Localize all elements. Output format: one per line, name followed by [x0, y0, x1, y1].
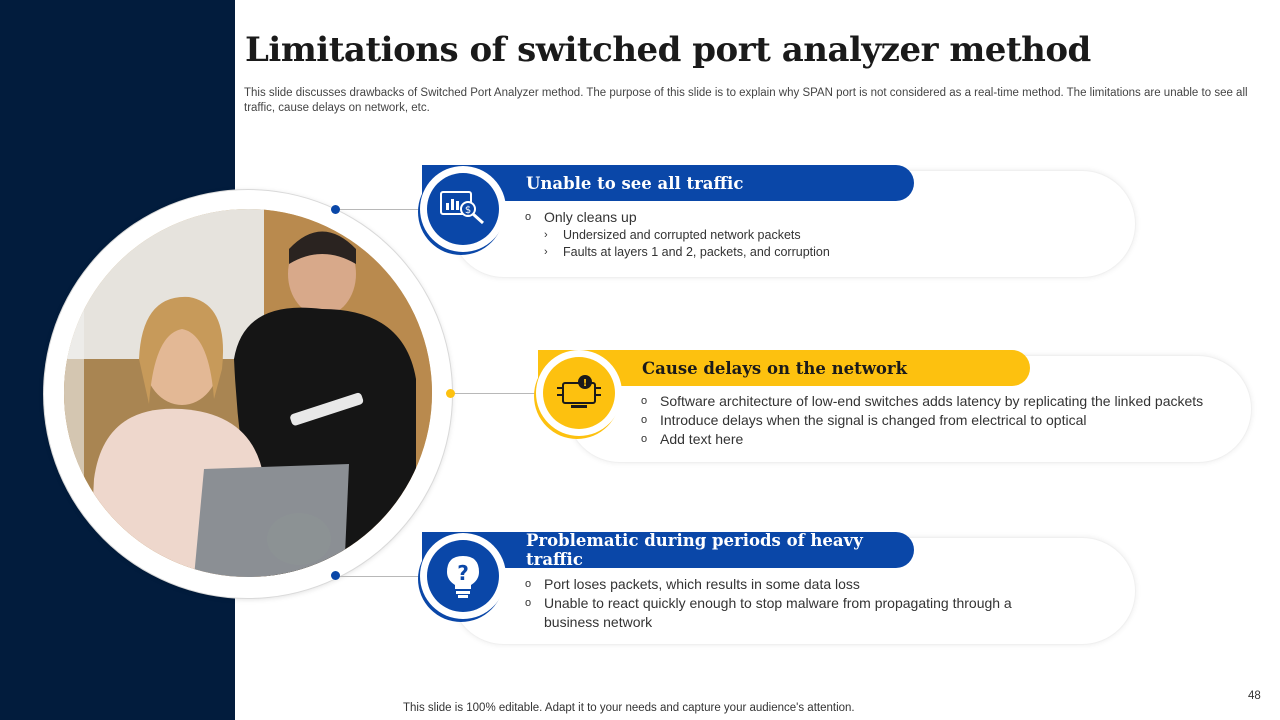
card-heading-2: Cause delays on the network — [642, 358, 908, 378]
slide-subtitle: This slide discusses drawbacks of Switched Port Analyzer method. The purpose of this slide is to explain why SPAN port is not considered as a real-time method. The limitations are unable to see all traffic, cause delays on network, etc. — [244, 87, 1248, 114]
bullet-text: Unable to react quickly enough to stop malware from propagating through a business network — [544, 595, 1012, 630]
bullet-item — [641, 411, 1241, 430]
bullet-marker: o — [525, 578, 532, 590]
bullet-text: Introduce delays when the signal is changed from electrical to optical — [660, 412, 1087, 428]
sub-bullet-text: Undersized and corrupted network packets — [563, 228, 801, 242]
connector-dot-3 — [331, 571, 340, 580]
card-icon-badge-3 — [420, 533, 506, 619]
bullet-item — [641, 392, 1241, 411]
sub-bullet-marker: › — [544, 246, 548, 258]
bullet-marker: o — [525, 211, 532, 223]
card-bullets-3 — [525, 575, 1045, 632]
connector-line-3 — [336, 576, 426, 577]
card-heading-3: Problematic during periods of heavy traffic — [526, 531, 863, 569]
bullet-item — [525, 208, 1125, 227]
card-bullets-1 — [525, 208, 1125, 261]
connector-line-1 — [336, 209, 426, 210]
sub-bullet-text: Faults at layers 1 and 2, packets, and corruption — [563, 245, 830, 259]
bullet-marker: o — [525, 597, 532, 609]
sub-bullet-item — [525, 244, 1125, 261]
bullet-marker: o — [641, 395, 648, 407]
bullet-marker: o — [641, 414, 648, 426]
card-heading-1: Unable to see all traffic — [526, 173, 744, 193]
page-number: 48 — [1248, 690, 1261, 702]
lightbulb-question-icon — [443, 553, 483, 599]
svg-text:!: ! — [582, 378, 588, 389]
sub-bullet-item — [525, 227, 1125, 244]
card-icon-badge-2 — [536, 350, 622, 436]
bullet-item — [641, 430, 1241, 449]
bullet-text: Port loses packets, which results in some data loss — [544, 576, 860, 592]
sub-bullet-marker: › — [544, 229, 548, 241]
connector-dot-2 — [446, 389, 455, 398]
bullet-text: Only cleans up — [544, 209, 637, 225]
alert-chip-monitor-icon — [555, 373, 603, 413]
card-icon-badge-1 — [420, 166, 506, 252]
slide-title: Limitations of switched port analyzer method — [245, 30, 1091, 70]
svg-text:?: ? — [457, 561, 469, 585]
bullet-item — [525, 594, 1045, 632]
connector-line-2 — [450, 393, 542, 394]
card-bullets-2 — [641, 392, 1241, 449]
bullet-marker: o — [641, 433, 648, 445]
office-photo — [64, 209, 432, 577]
svg-text:$: $ — [464, 205, 472, 216]
connector-dot-1 — [331, 205, 340, 214]
monitor-magnifier-dollar-icon — [439, 189, 487, 229]
bullet-text: Software architecture of low-end switches adds latency by replicating the linked packets — [660, 393, 1204, 409]
bullet-item — [525, 575, 1045, 594]
bullet-text: Add text here — [660, 431, 744, 447]
footer-note: This slide is 100% editable. Adapt it to your needs and capture your audience's attention. — [403, 702, 855, 714]
